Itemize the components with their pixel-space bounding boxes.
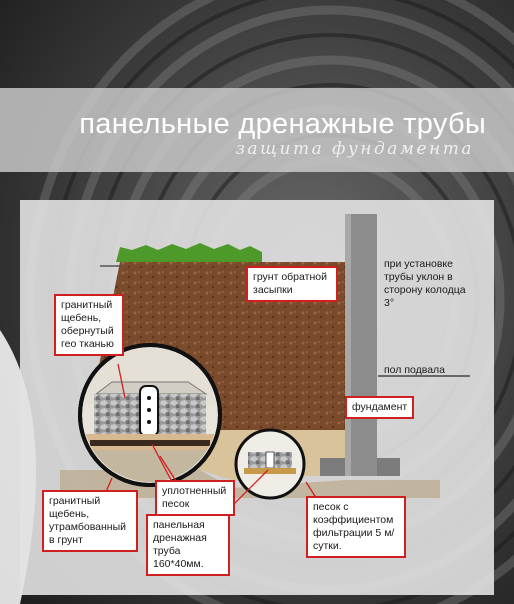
label-foundation: фундамент — [345, 396, 414, 419]
label-rammed-gravel: гранитный щебень, утрамбованный в грунт — [42, 490, 138, 552]
grass-strip — [116, 243, 262, 262]
label-panel-pipe: панельная дренажная труба 160*40мм. — [146, 514, 230, 576]
page-title: панельные дренажные трубы — [79, 108, 486, 140]
note-basement-floor: пол подвала — [384, 364, 446, 376]
note-slope: при установке трубы уклон в сторону колодца 3° — [384, 258, 466, 309]
pipe-section-small — [266, 452, 274, 468]
label-compacted-sand: уплотненный песок — [155, 480, 235, 516]
label-sand-filter: песок с коэффициентом фильтрации 5 м/сутки. — [306, 496, 406, 558]
label-backfill-soil: грунт обратной засыпки — [246, 266, 338, 302]
page-subtitle: защита фундамента — [235, 139, 474, 159]
label-wrapped-gravel: гранитный щебень, обернутый гео тканью — [54, 294, 124, 356]
